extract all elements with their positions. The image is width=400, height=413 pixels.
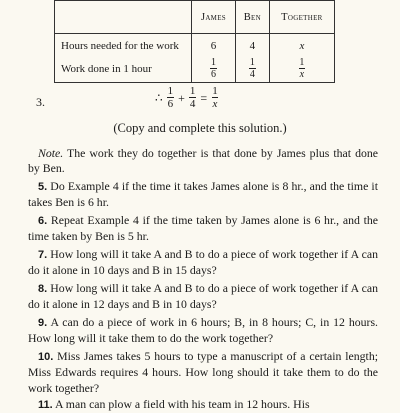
cell-ben-rate (235, 56, 269, 83)
rate-equation (155, 86, 219, 110)
problem-item (28, 247, 378, 279)
table-header-james: James (192, 1, 236, 34)
fraction-numerator: 1 (212, 85, 218, 97)
problem-number: 10. (38, 350, 54, 363)
row-label: Work done in 1 hour (55, 56, 192, 83)
table-row (55, 34, 335, 57)
table-header-blank (55, 1, 192, 34)
fraction-denominator: 6 (210, 69, 216, 80)
row-label: Hours needed for the work (55, 34, 192, 57)
problem-item (28, 397, 378, 413)
note-paragraph (28, 146, 378, 177)
equals-sign: = (200, 90, 208, 105)
fraction-numerator: 1 (167, 85, 174, 97)
table-header-ben: Ben (235, 1, 269, 34)
cell-ben-hours: 4 (235, 34, 269, 57)
plus-sign: + (178, 90, 185, 105)
table-header-together: Together (269, 1, 334, 34)
step-number: 3. (36, 95, 45, 109)
fraction-numerator: 1 (210, 57, 216, 68)
problem-text: A can do a piece of work in 6 hours; B, in 8 hours; C, in 12 hours. How long will it take them to do the work together? (28, 314, 378, 346)
cell-together-rate (269, 56, 334, 83)
problem-number: 7. (38, 248, 48, 261)
fraction-denominator: x (299, 69, 305, 80)
work-rate-table (54, 0, 335, 83)
fraction-numerator: 1 (189, 85, 196, 97)
fraction (211, 86, 219, 110)
cell-james-rate (192, 56, 236, 83)
problem-number: 9. (38, 316, 48, 329)
problem-text: A man can plow a field with his team in 12 hours. His (52, 396, 310, 411)
therefore-symbol: ∴ (155, 90, 163, 105)
fraction (249, 58, 256, 80)
fraction-numerator: 1 (299, 57, 305, 68)
note-text: The work they do together is that done by James plus that done by Ben. (28, 145, 378, 176)
table-header-row (55, 1, 335, 34)
problem-text: Do Example 4 if the time it takes James alone is 8 hr., and the time it takes Ben is 6 hr. (28, 178, 378, 210)
problem-text: Miss James takes 5 hours to type a manuscript of a certain length; Miss Edwards requires 4 hours. How long should it take them to do the work together? (28, 348, 378, 395)
note-label: Note. (38, 145, 64, 160)
fraction-denominator: 4 (249, 69, 255, 80)
problem-item (28, 179, 378, 211)
problem-text: Repeat Example 4 if the time taken by James alone is 6 hr., and the time taken by Ben is 5 hr. (28, 212, 378, 244)
cell-together-hours: x (269, 34, 334, 57)
fraction (189, 86, 197, 110)
problem-number: 5. (38, 180, 48, 193)
fraction (210, 58, 217, 80)
fraction-denominator: 4 (189, 98, 196, 110)
copy-instruction: (Copy and complete this solution.) (113, 121, 287, 135)
problem-number: 11. (38, 398, 53, 411)
cell-james-hours: 6 (192, 34, 236, 57)
fraction (298, 58, 305, 80)
fraction-numerator: 1 (249, 57, 255, 68)
problem-text: How long will it take A and B to do a piece of work together if A can do it alone in 12 days and B in 10 days? (28, 280, 378, 312)
table-row (55, 56, 335, 83)
problem-item (28, 281, 378, 313)
problem-number: 6. (38, 214, 48, 227)
fraction-denominator: 6 (167, 98, 174, 110)
fraction (167, 86, 175, 110)
problem-number: 8. (38, 282, 48, 295)
problem-item (28, 315, 378, 347)
problem-item (28, 213, 378, 245)
problem-text: How long will it take A and B to do a piece of work together if A can do it alone in 10 days and B in 15 days? (28, 246, 378, 278)
fraction-denominator: x (212, 98, 218, 110)
problem-item (28, 349, 378, 397)
